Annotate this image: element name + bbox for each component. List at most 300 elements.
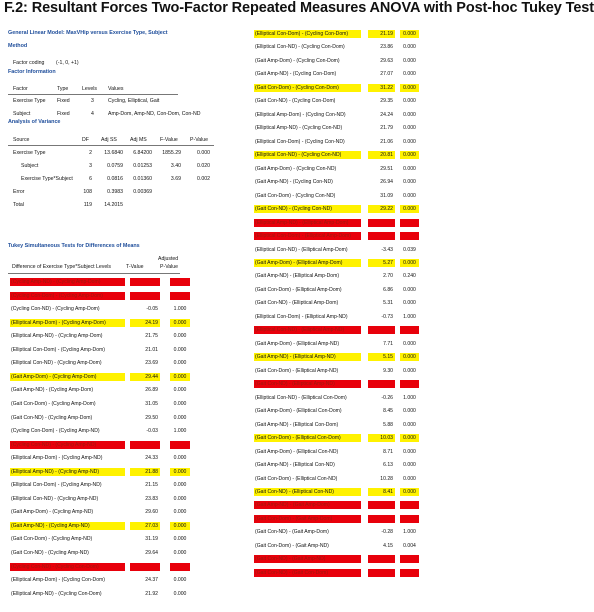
p-value: 0.000 [400,353,419,361]
t-value: 5.15 [368,353,395,361]
anova-cell-adjss: 0.3983 [107,189,123,195]
p-value: 1.000 [403,529,416,536]
anova-cell-source: Exercise Type [13,150,46,156]
p-value: 0.846 [400,569,419,577]
difference-label: (Gait Con-ND) - (Elliptical Amp-Dom) [255,300,339,307]
difference-label: (Gait Con-ND) - (Cycling Con-ND) [254,205,361,213]
t-value: 8.41 [368,488,395,496]
p-value: 0.277 [400,555,419,563]
difference-label: (Elliptical Amp-ND) - (Elliptical Amp-Dom) [254,219,361,227]
table-row [254,461,424,469]
table-row [254,70,424,78]
p-value: 0.000 [403,286,416,293]
t-value: 8.71 [383,448,393,455]
p-value: 0.000 [400,151,419,159]
difference-label: (Gait Amp-Dom) - (Cycling Con-ND) [255,165,337,172]
anova-cell-adjms: 6.84200 [133,150,152,156]
difference-label: (Gait Amp-Dom) - (Elliptical Con-Dom) [255,408,342,415]
p-value: 0.000 [400,30,419,38]
p-value: 1.000 [173,428,187,435]
anova-cell-df: 119 [83,202,92,208]
p-value: 0.000 [173,387,187,394]
table-row [254,380,424,388]
table-row [254,84,424,92]
t-value: 10.28 [380,475,393,482]
factor-coding-label: Factor coding [13,60,45,66]
difference-label: (Elliptical Amp-Dom) - (Cycling Amp-ND) [11,455,103,462]
difference-label: (Gait Con-Dom) - (Elliptical Con-Dom) [254,434,361,442]
anova-col-adjms: Adj MS [130,137,147,143]
p-value: 0.000 [400,205,419,213]
p-value: 0.000 [173,455,187,462]
anova-cell-fvalue: 1855.29 [162,150,181,156]
t-value: 0.84 [130,441,160,449]
table-row [10,386,190,394]
anova-heading: Analysis of Variance [8,119,61,125]
table-row [10,414,190,422]
difference-label: (Elliptical Con-ND) - (Elliptical Amp-ND) [254,326,361,334]
p-value: 0.000 [403,367,416,374]
t-value: 29.50 [145,414,158,421]
difference-label: (Gait Amp-Dom) - (Elliptical Amp-Dom) [254,259,361,267]
t-value: -3.43 [381,246,393,253]
table-row [10,508,190,516]
difference-label: (Cycling Con-Dom) - (Cycling Amp-ND) [11,428,100,435]
table-row [254,30,424,38]
factor-row-values: Cycling, Elliptical, Gait [108,98,160,104]
difference-label: (Gait Amp-Dom) - (Cycling Con-Dom) [255,57,340,64]
difference-label: (Elliptical Amp-ND) - (Cycling Amp-Dom) [11,333,103,340]
difference-label: (Gait Con-ND) - (Cycling Amp-Dom) [11,414,93,421]
table-row [254,367,424,375]
anova-cell-adjms: 0.01360 [133,176,152,182]
factor-row-values: Amp-Dom, Amp-ND, Con-Dom, Con-ND [108,111,201,117]
difference-label: (Cycling Con-Dom) - (Cycling Amp-Dom) [10,292,125,300]
difference-label: (Elliptical Con-ND) - (Elliptical Con-Dom) [255,394,347,401]
table-row [254,501,424,509]
anova-cell-df: 108 [83,189,92,195]
difference-label: (Elliptical Con-Dom) - (Elliptical Amp-ND) [255,313,348,320]
anova-cell-fvalue: 3.69 [170,176,181,182]
table-row [10,427,190,435]
p-value: 0.000 [403,448,416,455]
difference-label: (Elliptical Con-ND) - (Cycling Amp-Dom) [11,360,102,367]
t-value: 2.70 [383,273,393,280]
difference-label: (Elliptical Con-Dom) - (Elliptical Amp-Dom) [254,232,361,240]
anova-cell-adjms: 0.01253 [133,163,152,169]
p-value: 0.000 [170,522,190,530]
t-value: -2.44 [368,219,395,227]
difference-label: (Elliptical Con-Dom) - (Cycling Amp-ND) [11,482,102,489]
factor-coding-value: (-1, 0, +1) [56,60,79,66]
difference-label: (Gait Con-Dom) - (Cycling Con-ND) [255,192,336,199]
p-value: 0.000 [173,509,187,516]
difference-label: (Elliptical Con-Dom) - (Cycling Con-Dom) [254,30,361,38]
anova-cell-adjss: 0.0816 [107,176,123,182]
table-row [254,151,424,159]
table-row [254,246,424,254]
p-value: 0.000 [403,138,416,145]
t-value: 23.83 [145,495,158,502]
p-value: 0.000 [403,475,416,482]
p-value: 0.000 [170,319,190,327]
anova-cell-source: Exercise Type*Subject [21,176,73,182]
table-row [254,286,424,294]
p-value: 0.000 [170,373,190,381]
t-value: 9.30 [383,367,393,374]
anova-col-adjss: Adj SS [101,137,117,143]
anova-cell-adjss: 14.2015 [104,202,123,208]
t-value: 21.19 [368,30,395,38]
anova-cell-source: Error [13,189,25,195]
p-value: 0.000 [403,340,416,347]
t-value: 26.89 [145,387,158,394]
p-value: 0.000 [403,462,416,469]
table-row [10,319,190,327]
anova-cell-adjss: 13.6840 [104,150,123,156]
difference-label: (Gait Amp-ND) - (Cycling Con-Dom) [255,71,337,78]
tukey-header-rule [8,273,180,274]
anova-cell-adjss: 0.0759 [107,163,123,169]
table-row [254,259,424,267]
t-value: 5.31 [383,300,393,307]
p-value: 0.000 [400,434,419,442]
table-row [10,563,190,571]
table-row [10,468,190,476]
t-value: 20.81 [368,151,395,159]
t-value: 29.35 [380,98,393,105]
t-value: 21.75 [145,333,158,340]
t-value: -2.56 [368,501,395,509]
table-row [254,407,424,415]
factor-col-type: Type [57,86,69,92]
p-value: 0.000 [403,179,416,186]
t-value: -0.99 [368,326,395,334]
t-value: -0.26 [381,394,393,401]
t-value: 24.37 [145,577,158,584]
table-row [254,57,424,65]
t-value: 24.19 [130,319,160,327]
table-row [254,569,424,577]
p-value: 1.000 [403,313,416,320]
difference-label: (Gait Con-ND) - (Elliptical Con-ND) [254,488,361,496]
p-value: 0.000 [400,84,419,92]
difference-label: (Gait Amp-ND) - (Gait Amp-Dom) [254,501,361,509]
difference-label: (Gait Con-Dom) - (Cycling Amp-ND) [11,536,93,543]
tukey-col-pvalue: P-Value [160,264,179,270]
anova-cell-df: 6 [89,176,92,182]
anova-cell-source: Subject [21,163,39,169]
p-value: 1.000 [170,563,190,571]
difference-label: (Elliptical Con-Dom) - (Cycling Amp-Dom) [11,346,105,353]
table-row [254,475,424,483]
t-value: 21.92 [145,590,158,597]
anova-cell-adjms: 0.00369 [133,189,152,195]
table-row [10,332,190,340]
difference-label: (Gait Amp-ND) - (Cycling Amp-Dom) [11,387,94,394]
p-value: 0.000 [403,421,416,428]
difference-label: (Gait Amp-ND) - (Elliptical Amp-ND) [254,353,361,361]
t-value: 21.15 [145,482,158,489]
method-heading: Method [8,43,28,49]
difference-label: (Gait Con-ND) - (Cycling Amp-ND) [11,550,89,556]
p-value: 0.998 [400,326,419,334]
table-row [254,97,424,105]
model-heading: General Linear Model: MaxVHip versus Exercise Type, Subject [8,30,168,36]
t-value: 8.45 [383,408,393,415]
anova-col-df: DF [82,137,89,143]
t-value: -0.89 [130,278,160,286]
p-value: 0.000 [173,400,187,407]
t-value: -0.03 [146,428,158,435]
t-value: -3.18 [368,232,395,240]
t-value: 29.22 [368,205,395,213]
factor-row-levels: 3 [91,98,94,104]
table-row [254,528,424,536]
t-value: 7.71 [383,340,393,347]
p-value: 0.000 [173,482,187,489]
p-value: 0.000 [173,495,187,502]
t-value: 23.86 [380,44,393,51]
p-value: 0.950 [400,515,419,523]
t-value: 27.03 [130,522,160,530]
p-value: 0.309 [400,501,419,509]
anova-cell-pvalue: 0.020 [197,163,210,169]
difference-label: (Gait Con-Dom) - (Elliptical Amp-Dom) [255,286,342,293]
table-row [254,192,424,200]
difference-label: (Gait Con-ND) - (Cycling Con-Dom) [255,98,336,105]
difference-label: (Gait Con-Dom) - (Cycling Con-Dom) [254,84,361,92]
table-row [254,138,424,146]
table-row [254,299,424,307]
difference-label: (Gait Amp-Dom) - (Cycling Amp-Dom) [10,373,125,381]
t-value: 29.63 [380,57,393,64]
difference-label: (Gait Amp-ND) - (Elliptical Con-ND) [255,462,335,469]
table-row [10,346,190,354]
t-value: 6.13 [383,462,393,469]
p-value: 1.000 [170,278,190,286]
t-value: 29.64 [145,550,158,556]
difference-label: (Elliptical Amp-ND) - (Cycling Con-Dom) [11,590,102,597]
table-row [10,373,190,381]
p-value: 0.000 [403,98,416,105]
difference-label: (Gait Con-Dom) - (Elliptical Amp-ND) [255,367,339,374]
table-row [10,481,190,489]
table-row [10,400,190,408]
table-row [10,278,190,286]
t-value: 29.51 [380,165,393,172]
table-row [10,590,190,598]
p-value: 0.240 [403,273,416,280]
anova-cell-fvalue: 3.40 [170,163,181,169]
p-value: 0.000 [403,71,416,78]
anova-cell-df: 2 [89,150,92,156]
t-value: 24.24 [380,111,393,118]
p-value: 1.000 [403,394,416,401]
p-value: 0.039 [403,246,416,253]
difference-label: (Elliptical Con-Dom) - (Cycling Con-ND) [255,138,345,145]
factor-header-rule [8,94,178,95]
t-value: 6.86 [383,286,393,293]
t-value: -0.73 [381,313,393,320]
factor-col-levels: Levels [82,86,97,92]
difference-label: (Cycling Con-ND) - (Cycling Amp-Dom) [11,306,100,313]
difference-label: (Gait Con-ND) - (Gait Amp-Dom) [255,529,329,536]
table-row [254,111,424,119]
table-row [254,178,424,186]
factor-row-type: Fixed [57,111,70,117]
t-value: 5.27 [368,259,395,267]
p-value: 0.000 [403,125,416,132]
t-value: 7.42 [368,380,395,388]
factor-info-heading: Factor Information [8,69,56,75]
difference-label: (Gait Con-Dom) - (Gait Amp-ND) [255,542,329,549]
table-row [254,555,424,563]
difference-label: (Gait Con-Dom) - (Gait Amp-Dom) [254,515,361,523]
factor-row-name: Subject [13,111,31,117]
p-value: 0.000 [173,577,187,584]
t-value: -0.28 [381,529,393,536]
p-value: 0.000 [403,111,416,118]
table-row [254,421,424,429]
difference-label: (Gait Con-Dom) - (Cycling Amp-Dom) [11,400,96,407]
table-row [254,219,424,227]
p-value: 0.000 [403,165,416,172]
p-value: 0.000 [173,333,187,340]
table-row [254,232,424,240]
p-value: 0.000 [170,468,190,476]
table-row [10,576,190,584]
p-value: 0.000 [173,414,187,421]
t-value: -3.00 [130,292,160,300]
factor-col-factor: Factor [13,86,28,92]
difference-label: (Gait Amp-Dom) - (Elliptical Con-ND) [255,448,339,455]
tukey-heading: Tukey Simultaneous Tests for Differences of Means [8,243,140,249]
tukey-col-adjusted: Adjusted [158,256,179,262]
difference-label: (Gait Con-ND) - (Gait Amp-ND) [254,555,361,563]
table-row [254,488,424,496]
t-value: 1.59 [368,515,395,523]
t-value: 29.60 [145,509,158,516]
t-value: 5.88 [383,421,393,428]
difference-label: (Gait Amp-Dom) - (Cycling Amp-ND) [11,509,94,516]
p-value: 0.004 [403,542,416,549]
t-value: 21.79 [380,125,393,132]
tukey-col-difference: Difference of Exercise Type*Subject Levels [12,264,111,270]
t-value: -1.85 [368,569,395,577]
difference-label: (Gait Con-ND) - (Gait Con-Dom) [254,569,361,577]
p-value: 0.000 [173,360,187,367]
anova-header-rule [8,145,214,146]
table-row [254,448,424,456]
anova-cell-pvalue: 0.000 [197,150,210,156]
table-row [254,326,424,334]
table-row [10,359,190,367]
t-value: 21.88 [130,468,160,476]
difference-label: (Elliptical Amp-Dom) - (Cycling Con-ND) [255,111,346,118]
anova-col-pvalue: P-Value [190,137,209,143]
table-row [254,394,424,402]
t-value: 29.44 [130,373,160,381]
factor-col-values: Values [108,86,124,92]
t-value: 23.69 [145,360,158,367]
difference-label: (Cycling Con-ND) - (Cycling Con-Dom) [10,563,125,571]
p-value: 0.000 [400,259,419,267]
table-row [10,305,190,313]
t-value: 31.19 [145,536,158,543]
page-title: F.2: Resultant Forces Two-Factor Repeated Measures ANOVA with Post-hoc Tukey Test [4,0,594,16]
table-row [10,292,190,300]
tukey-col-tvalue: T-Value [126,264,144,270]
difference-label: (Gait Amp-ND) - (Elliptical Amp-Dom) [255,273,340,280]
table-row [10,522,190,530]
t-value: 21.06 [380,138,393,145]
anova-cell-pvalue: 0.002 [197,176,210,182]
t-value: -0.05 [146,306,158,313]
difference-label: (Gait Con-Dom) - (Elliptical Con-ND) [255,475,338,482]
difference-label: (Gait Amp-ND) - (Cycling Amp-ND) [10,522,125,530]
difference-label: (Gait Amp-Dom) - (Elliptical Amp-ND) [255,340,340,347]
table-row [254,434,424,442]
table-row [254,542,424,550]
table-row [10,454,190,462]
anova-cell-source: Total [13,202,24,208]
t-value: 31.09 [380,192,393,199]
difference-label: (Elliptical Con-ND) - (Elliptical Amp-Dom) [255,246,348,253]
t-value: 24.33 [145,455,158,462]
p-value: 0.000 [173,550,187,556]
difference-label: (Cycling Con-ND) - (Cycling Amp-ND) [10,441,125,449]
p-value: 0.100 [170,292,190,300]
p-value: 0.000 [400,380,419,388]
difference-label: (Elliptical Con-ND) - (Cycling Con-Dom) [255,44,345,51]
difference-label: (Elliptical Amp-Dom) - (Cycling Con-Dom) [11,577,105,584]
difference-label: (Elliptical Amp-ND) - (Cycling Con-ND) [255,125,343,132]
difference-label: (Gait Amp-ND) - (Cycling Con-ND) [255,179,333,186]
t-value: 4.15 [383,542,393,549]
difference-label: (Elliptical Amp-Dom) - (Cycling Amp-Dom) [10,319,125,327]
t-value: 10.03 [368,434,395,442]
factor-row-levels: 4 [91,111,94,117]
t-value: 27.07 [380,71,393,78]
table-row [254,165,424,173]
p-value: 0.000 [403,57,416,64]
difference-label: (Gait Amp-ND) - (Elliptical Con-Dom) [255,421,339,428]
anova-col-fvalue: F-Value [160,137,178,143]
table-row [10,495,190,503]
table-row [10,441,190,449]
p-value: 0.000 [173,590,187,597]
p-value: 0.000 [403,408,416,415]
difference-label: (Gait Con-ND) - (Elliptical Amp-ND) [254,380,361,388]
table-row [10,535,190,543]
t-value: 0.87 [130,563,160,571]
factor-row-name: Exercise Type [13,98,46,104]
t-value: 26.94 [380,179,393,186]
table-row [10,549,190,557]
t-value: 2.51 [368,555,395,563]
p-value: 1.000 [173,306,187,313]
p-value: 0.061 [400,232,419,240]
p-value: 0.000 [400,488,419,496]
difference-label: (Elliptical Amp-ND) - (Cycling Amp-ND) [10,468,125,476]
difference-label: (Elliptical Con-ND) - (Cycling Con-ND) [254,151,361,159]
p-value: 0.000 [173,346,187,353]
factor-row-type: Fixed [57,98,70,104]
p-value: 0.000 [403,192,416,199]
anova-cell-df: 3 [89,163,92,169]
p-value: 0.000 [173,536,187,543]
